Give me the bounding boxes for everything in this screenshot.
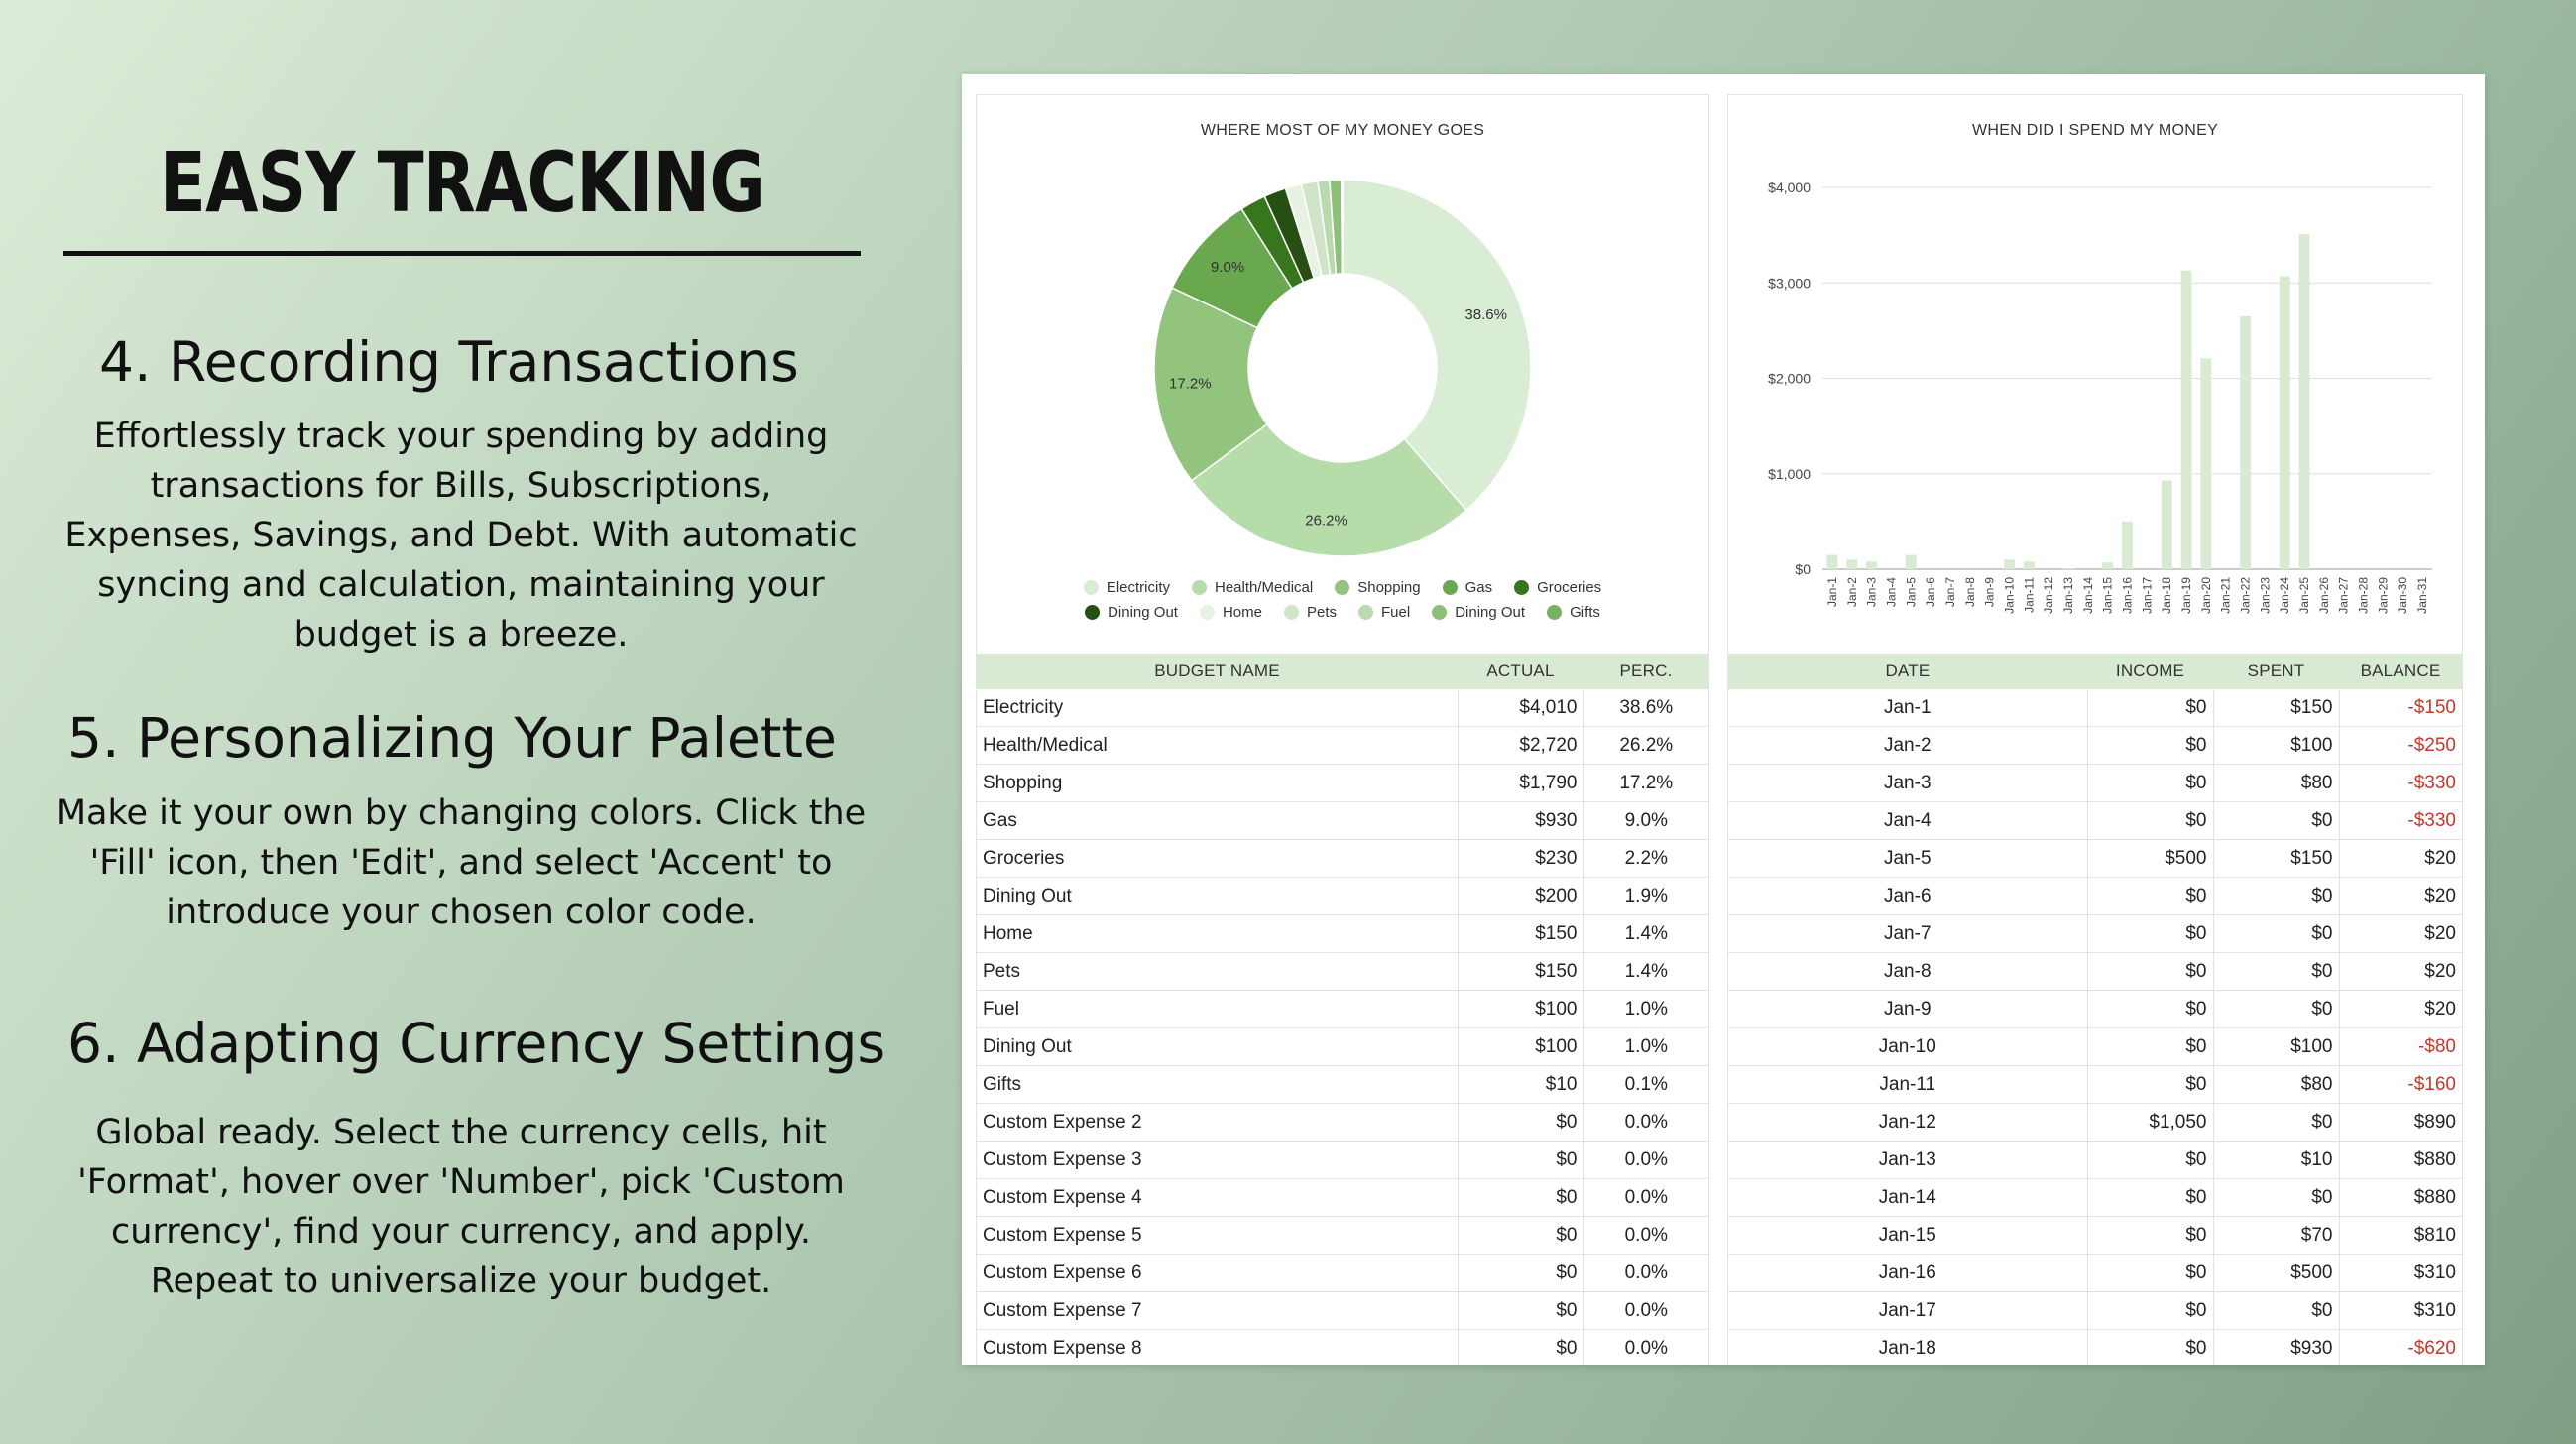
legend-item[interactable] bbox=[1335, 579, 1420, 596]
daily-table-header bbox=[1728, 654, 2462, 689]
date-cell[interactable]: Jan-7 bbox=[1728, 915, 2087, 953]
page-title: EASY TRACKING bbox=[159, 134, 765, 231]
budget-name-cell[interactable]: Custom Expense 8 bbox=[977, 1330, 1458, 1366]
y-tick-label: $3,000 bbox=[1768, 275, 1811, 292]
table-row bbox=[977, 840, 1708, 878]
actual-cell[interactable]: $100 bbox=[1458, 1028, 1583, 1066]
x-tick-label: Jan-13 bbox=[2060, 577, 2075, 614]
bar[interactable] bbox=[2024, 561, 2035, 569]
income-cell[interactable]: $0 bbox=[2087, 727, 2213, 765]
table-row bbox=[1728, 1142, 2462, 1179]
perc-cell[interactable]: 1.4% bbox=[1583, 915, 1708, 953]
legend-label: Groceries bbox=[1537, 579, 1602, 596]
table-row bbox=[1728, 727, 2462, 765]
legend-swatch bbox=[1514, 580, 1529, 595]
actual-cell[interactable]: $4,010 bbox=[1458, 689, 1583, 727]
perc-cell[interactable]: 0.0% bbox=[1583, 1142, 1708, 1179]
perc-cell[interactable]: 2.2% bbox=[1583, 840, 1708, 878]
x-tick-label: Jan-27 bbox=[2336, 577, 2351, 614]
date-cell[interactable]: Jan-2 bbox=[1728, 727, 2087, 765]
income-cell[interactable]: $0 bbox=[2087, 1292, 2213, 1330]
table-row bbox=[977, 689, 1708, 727]
column-header-budget-name[interactable]: BUDGET NAME bbox=[977, 654, 1458, 689]
actual-cell[interactable]: $0 bbox=[1458, 1217, 1583, 1255]
section-body-currency: Global ready. Select the currency cells, hit 'Format', hover over 'Number', pick 'Custom currency', find your currency, and apply. Repeat to universalize your budget. bbox=[77, 1113, 845, 1301]
income-cell[interactable]: $0 bbox=[2087, 878, 2213, 915]
actual-cell[interactable]: $0 bbox=[1458, 1255, 1583, 1292]
legend-item[interactable] bbox=[1085, 604, 1178, 621]
legend-item[interactable] bbox=[1547, 604, 1600, 621]
budget-name-cell[interactable]: Gifts bbox=[977, 1066, 1458, 1104]
table-row bbox=[977, 1066, 1708, 1104]
budget-name-cell[interactable]: Pets bbox=[977, 953, 1458, 991]
section-body-recording: Effortlessly track your spending by adding transactions for Bills, Subscriptions, Expenses, Savings, and Debt. With automatic syncing and calculation, maintaining your budget is a breeze. bbox=[64, 417, 858, 655]
budget-name-cell[interactable]: Custom Expense 2 bbox=[977, 1104, 1458, 1142]
budget-name-cell[interactable]: Custom Expense 5 bbox=[977, 1217, 1458, 1255]
spent-cell[interactable]: $10 bbox=[2213, 1142, 2339, 1179]
budget-name-cell[interactable]: Groceries bbox=[977, 840, 1458, 878]
table-row bbox=[977, 991, 1708, 1028]
column-header-income[interactable]: INCOME bbox=[2087, 654, 2213, 689]
spent-cell[interactable]: $930 bbox=[2213, 1330, 2339, 1366]
x-tick-label: Jan-16 bbox=[2120, 577, 2135, 614]
legend-swatch bbox=[1443, 580, 1458, 595]
budget-name-cell[interactable]: Custom Expense 3 bbox=[977, 1142, 1458, 1179]
balance-cell[interactable]: -$330 bbox=[2339, 802, 2462, 840]
actual-cell[interactable]: $100 bbox=[1458, 991, 1583, 1028]
table-row bbox=[1728, 915, 2462, 953]
bar[interactable] bbox=[1846, 559, 1857, 569]
legend-swatch bbox=[1432, 605, 1447, 620]
perc-cell[interactable]: 0.0% bbox=[1583, 1217, 1708, 1255]
perc-cell[interactable]: 26.2% bbox=[1583, 727, 1708, 765]
spent-cell[interactable]: $80 bbox=[2213, 1066, 2339, 1104]
table-row bbox=[1728, 878, 2462, 915]
legend-label: Dining Out bbox=[1108, 604, 1178, 621]
spent-cell[interactable]: $0 bbox=[2213, 802, 2339, 840]
actual-cell[interactable]: $230 bbox=[1458, 840, 1583, 878]
date-cell[interactable]: Jan-16 bbox=[1728, 1255, 2087, 1292]
actual-cell[interactable]: $200 bbox=[1458, 878, 1583, 915]
balance-cell[interactable]: $880 bbox=[2339, 1142, 2462, 1179]
balance-cell[interactable]: $880 bbox=[2339, 1179, 2462, 1217]
balance-cell[interactable]: -$150 bbox=[2339, 689, 2462, 727]
donut-data-label: 26.2% bbox=[1305, 512, 1347, 530]
spent-cell[interactable]: $150 bbox=[2213, 689, 2339, 727]
budget-panel bbox=[976, 94, 1709, 1365]
budget-name-cell[interactable]: Custom Expense 6 bbox=[977, 1255, 1458, 1292]
spent-cell[interactable]: $0 bbox=[2213, 878, 2339, 915]
perc-cell[interactable]: 0.0% bbox=[1583, 1292, 1708, 1330]
legend-label: Pets bbox=[1306, 604, 1337, 621]
spent-cell[interactable]: $80 bbox=[2213, 765, 2339, 802]
budget-table bbox=[977, 654, 1708, 1365]
donut-chart[interactable] bbox=[977, 95, 1708, 631]
table-row bbox=[977, 1292, 1708, 1330]
section-heading-recording: 4. Recording Transactions bbox=[99, 330, 799, 394]
legend-item[interactable] bbox=[1443, 579, 1493, 596]
bar[interactable] bbox=[2162, 480, 2172, 569]
x-tick-label: Jan-9 bbox=[1982, 577, 1997, 608]
legend-item[interactable] bbox=[1200, 604, 1262, 621]
legend-label: Gifts bbox=[1570, 604, 1600, 621]
bar-chart[interactable] bbox=[1728, 95, 2462, 631]
table-row bbox=[1728, 1330, 2462, 1366]
actual-cell[interactable]: $1,790 bbox=[1458, 765, 1583, 802]
bar[interactable] bbox=[2280, 277, 2290, 569]
legend-label: Gas bbox=[1464, 579, 1493, 596]
date-cell[interactable]: Jan-6 bbox=[1728, 878, 2087, 915]
budget-name-cell[interactable]: Electricity bbox=[977, 689, 1458, 727]
table-row bbox=[977, 765, 1708, 802]
legend-swatch bbox=[1358, 605, 1373, 620]
balance-cell[interactable]: $310 bbox=[2339, 1255, 2462, 1292]
x-tick-label: Jan-31 bbox=[2415, 577, 2430, 614]
actual-cell[interactable]: $930 bbox=[1458, 802, 1583, 840]
balance-cell[interactable]: -$160 bbox=[2339, 1066, 2462, 1104]
actual-cell[interactable]: $150 bbox=[1458, 953, 1583, 991]
income-cell[interactable]: $0 bbox=[2087, 765, 2213, 802]
donut-data-label: 38.6% bbox=[1464, 305, 1507, 323]
table-row bbox=[1728, 1028, 2462, 1066]
legend-label: Home bbox=[1222, 604, 1262, 621]
x-tick-label: Jan-8 bbox=[1962, 577, 1977, 608]
bar[interactable] bbox=[2004, 559, 2015, 569]
x-tick-label: Jan-18 bbox=[2160, 577, 2174, 614]
legend-label: Health/Medical bbox=[1215, 579, 1314, 596]
balance-cell[interactable]: $810 bbox=[2339, 1217, 2462, 1255]
actual-cell[interactable]: $10 bbox=[1458, 1066, 1583, 1104]
spent-cell[interactable]: $0 bbox=[2213, 1292, 2339, 1330]
budget-name-cell[interactable]: Dining Out bbox=[977, 878, 1458, 915]
legend-swatch bbox=[1084, 580, 1099, 595]
income-cell[interactable]: $500 bbox=[2087, 840, 2213, 878]
perc-cell[interactable]: 9.0% bbox=[1583, 802, 1708, 840]
x-tick-label: Jan-26 bbox=[2316, 577, 2331, 614]
bar-chart-title: WHEN DID I SPEND MY MONEY bbox=[1971, 122, 2219, 139]
income-cell[interactable]: $0 bbox=[2087, 915, 2213, 953]
legend-swatch bbox=[1200, 605, 1215, 620]
legend-item[interactable] bbox=[1192, 579, 1313, 596]
perc-cell[interactable]: 0.0% bbox=[1583, 1330, 1708, 1366]
actual-cell[interactable]: $150 bbox=[1458, 915, 1583, 953]
x-tick-label: Jan-24 bbox=[2278, 577, 2292, 614]
budget-name-cell[interactable]: Health/Medical bbox=[977, 727, 1458, 765]
y-tick-label: $1,000 bbox=[1768, 465, 1811, 482]
bar[interactable] bbox=[2122, 522, 2133, 569]
x-tick-label: Jan-25 bbox=[2297, 577, 2312, 614]
budget-name-cell[interactable]: Gas bbox=[977, 802, 1458, 840]
bar[interactable] bbox=[2299, 234, 2310, 569]
legend-swatch bbox=[1335, 580, 1349, 595]
perc-cell[interactable]: 0.0% bbox=[1583, 1255, 1708, 1292]
spent-cell[interactable]: $0 bbox=[2213, 1104, 2339, 1142]
x-tick-label: Jan-3 bbox=[1864, 577, 1879, 608]
date-cell[interactable]: Jan-8 bbox=[1728, 953, 2087, 991]
income-cell[interactable]: $0 bbox=[2087, 1217, 2213, 1255]
actual-cell[interactable]: $0 bbox=[1458, 1292, 1583, 1330]
column-header-balance[interactable]: BALANCE bbox=[2339, 654, 2462, 689]
column-header-actual[interactable]: ACTUAL bbox=[1458, 654, 1583, 689]
section-heading-palette: 5. Personalizing Your Palette bbox=[67, 706, 837, 770]
date-cell[interactable]: Jan-14 bbox=[1728, 1179, 2087, 1217]
balance-cell[interactable]: -$80 bbox=[2339, 1028, 2462, 1066]
spent-cell[interactable]: $150 bbox=[2213, 840, 2339, 878]
balance-cell[interactable]: $310 bbox=[2339, 1292, 2462, 1330]
budget-name-cell[interactable]: Home bbox=[977, 915, 1458, 953]
daily-table bbox=[1728, 654, 2462, 1365]
spent-cell[interactable]: $0 bbox=[2213, 915, 2339, 953]
income-cell[interactable]: $0 bbox=[2087, 1142, 2213, 1179]
income-cell[interactable]: $0 bbox=[2087, 991, 2213, 1028]
income-cell[interactable]: $0 bbox=[2087, 953, 2213, 991]
balance-cell[interactable]: $890 bbox=[2339, 1104, 2462, 1142]
table-row bbox=[1728, 1104, 2462, 1142]
table-row bbox=[1728, 1292, 2462, 1330]
legend-swatch bbox=[1085, 605, 1100, 620]
section-body-palette: Make it your own by changing colors. Click the 'Fill' icon, then 'Edit', and select 'Accent' to introduce your chosen color code. bbox=[56, 793, 867, 932]
balance-cell[interactable]: $20 bbox=[2339, 991, 2462, 1028]
x-tick-label: Jan-20 bbox=[2198, 577, 2213, 614]
balance-cell[interactable]: $20 bbox=[2339, 840, 2462, 878]
budget-table-header bbox=[977, 654, 1708, 689]
actual-cell[interactable]: $0 bbox=[1458, 1330, 1583, 1366]
x-tick-label: Jan-6 bbox=[1924, 577, 1938, 608]
table-row bbox=[1728, 1066, 2462, 1104]
section-heading-currency: 6. Adapting Currency Settings bbox=[67, 1012, 886, 1075]
bar[interactable] bbox=[1826, 555, 1837, 569]
table-row bbox=[1728, 765, 2462, 802]
donut-slice[interactable] bbox=[1342, 180, 1343, 274]
date-cell[interactable]: Jan-1 bbox=[1728, 689, 2087, 727]
y-tick-label: $4,000 bbox=[1768, 180, 1811, 195]
perc-cell[interactable]: 38.6% bbox=[1583, 689, 1708, 727]
x-tick-label: Jan-1 bbox=[1824, 577, 1839, 608]
x-tick-label: Jan-22 bbox=[2238, 577, 2253, 614]
date-cell[interactable]: Jan-4 bbox=[1728, 802, 2087, 840]
income-cell[interactable]: $0 bbox=[2087, 1028, 2213, 1066]
perc-cell[interactable]: 1.4% bbox=[1583, 953, 1708, 991]
balance-cell[interactable]: -$620 bbox=[2339, 1330, 2462, 1366]
legend-label: Electricity bbox=[1106, 579, 1170, 596]
table-row bbox=[977, 802, 1708, 840]
income-cell[interactable]: $0 bbox=[2087, 1330, 2213, 1366]
table-row bbox=[1728, 1179, 2462, 1217]
spent-cell[interactable]: $500 bbox=[2213, 1255, 2339, 1292]
actual-cell[interactable]: $0 bbox=[1458, 1104, 1583, 1142]
table-row bbox=[977, 1330, 1708, 1366]
actual-cell[interactable]: $0 bbox=[1458, 1179, 1583, 1217]
income-cell[interactable]: $0 bbox=[2087, 1066, 2213, 1104]
bar[interactable] bbox=[2063, 568, 2074, 569]
y-tick-label: $2,000 bbox=[1768, 370, 1811, 387]
x-tick-label: Jan-11 bbox=[2022, 577, 2037, 613]
spent-cell[interactable]: $0 bbox=[2213, 991, 2339, 1028]
income-cell[interactable]: $1,050 bbox=[2087, 1104, 2213, 1142]
legend-item[interactable] bbox=[1084, 579, 1170, 596]
x-tick-label: Jan-14 bbox=[2080, 577, 2095, 614]
budget-name-cell[interactable]: Custom Expense 7 bbox=[977, 1292, 1458, 1330]
table-row bbox=[977, 953, 1708, 991]
date-cell[interactable]: Jan-15 bbox=[1728, 1217, 2087, 1255]
date-cell[interactable]: Jan-17 bbox=[1728, 1292, 2087, 1330]
table-row bbox=[977, 1255, 1708, 1292]
perc-cell[interactable]: 1.0% bbox=[1583, 991, 1708, 1028]
date-cell[interactable]: Jan-18 bbox=[1728, 1330, 2087, 1366]
donut-data-label: 17.2% bbox=[1169, 375, 1212, 393]
table-row bbox=[977, 1028, 1708, 1066]
legend-label: Shopping bbox=[1357, 579, 1421, 596]
income-cell[interactable]: $0 bbox=[2087, 802, 2213, 840]
spent-cell[interactable]: $0 bbox=[2213, 953, 2339, 991]
date-cell[interactable]: Jan-13 bbox=[1728, 1142, 2087, 1179]
budget-name-cell[interactable]: Dining Out bbox=[977, 1028, 1458, 1066]
table-row bbox=[977, 878, 1708, 915]
column-header-spent[interactable]: SPENT bbox=[2213, 654, 2339, 689]
instructions-panel bbox=[0, 0, 932, 1444]
perc-cell[interactable]: 1.0% bbox=[1583, 1028, 1708, 1066]
date-cell[interactable]: Jan-10 bbox=[1728, 1028, 2087, 1066]
x-tick-label: Jan-10 bbox=[2002, 577, 2017, 614]
date-cell[interactable]: Jan-9 bbox=[1728, 991, 2087, 1028]
x-tick-label: Jan-17 bbox=[2140, 577, 2155, 614]
budget-name-cell[interactable]: Shopping bbox=[977, 765, 1458, 802]
balance-cell[interactable]: $20 bbox=[2339, 915, 2462, 953]
table-row bbox=[977, 1142, 1708, 1179]
bar[interactable] bbox=[2102, 562, 2113, 569]
x-tick-label: Jan-5 bbox=[1904, 577, 1919, 608]
bar[interactable] bbox=[2240, 316, 2251, 569]
table-row bbox=[1728, 689, 2462, 727]
donut-data-label: 9.0% bbox=[1211, 258, 1245, 276]
daily-spending-panel bbox=[1727, 94, 2463, 1365]
table-row bbox=[1728, 840, 2462, 878]
column-header-date[interactable]: DATE bbox=[1728, 654, 2087, 689]
legend-swatch bbox=[1547, 605, 1562, 620]
table-row bbox=[1728, 1217, 2462, 1255]
y-tick-label: $0 bbox=[1795, 561, 1811, 577]
spreadsheet-preview bbox=[962, 74, 2485, 1365]
income-cell[interactable]: $0 bbox=[2087, 1255, 2213, 1292]
perc-cell[interactable]: 1.9% bbox=[1583, 878, 1708, 915]
x-tick-label: Jan-28 bbox=[2356, 577, 2371, 614]
x-tick-label: Jan-2 bbox=[1844, 577, 1859, 608]
table-row bbox=[1728, 802, 2462, 840]
x-tick-label: Jan-15 bbox=[2100, 577, 2115, 614]
legend-swatch bbox=[1284, 605, 1299, 620]
budget-name-cell[interactable]: Fuel bbox=[977, 991, 1458, 1028]
spent-cell[interactable]: $100 bbox=[2213, 727, 2339, 765]
table-row bbox=[977, 1179, 1708, 1217]
table-row bbox=[977, 1217, 1708, 1255]
spent-cell[interactable]: $70 bbox=[2213, 1217, 2339, 1255]
bar[interactable] bbox=[2200, 358, 2211, 569]
balance-cell[interactable]: $20 bbox=[2339, 953, 2462, 991]
x-tick-label: Jan-19 bbox=[2179, 577, 2194, 614]
legend-swatch bbox=[1192, 580, 1207, 595]
table-row bbox=[1728, 1255, 2462, 1292]
table-row bbox=[1728, 953, 2462, 991]
bar[interactable] bbox=[1866, 561, 1877, 569]
legend-label: Dining Out bbox=[1455, 604, 1526, 621]
income-cell[interactable]: $0 bbox=[2087, 1179, 2213, 1217]
budget-name-cell[interactable]: Custom Expense 4 bbox=[977, 1179, 1458, 1217]
title-underline bbox=[63, 251, 861, 256]
x-tick-label: Jan-12 bbox=[2042, 577, 2056, 614]
legend-item[interactable] bbox=[1432, 604, 1525, 621]
bar[interactable] bbox=[1906, 555, 1917, 569]
bar[interactable] bbox=[2181, 271, 2192, 569]
actual-cell[interactable]: $0 bbox=[1458, 1142, 1583, 1179]
table-row bbox=[977, 1104, 1708, 1142]
x-tick-label: Jan-30 bbox=[2396, 577, 2410, 614]
perc-cell[interactable]: 0.1% bbox=[1583, 1066, 1708, 1104]
balance-cell[interactable]: -$250 bbox=[2339, 727, 2462, 765]
x-tick-label: Jan-21 bbox=[2218, 577, 2233, 614]
date-cell[interactable]: Jan-11 bbox=[1728, 1066, 2087, 1104]
table-row bbox=[977, 727, 1708, 765]
donut-chart-title: WHERE MOST OF MY MONEY GOES bbox=[1200, 122, 1485, 139]
perc-cell[interactable]: 0.0% bbox=[1583, 1179, 1708, 1217]
perc-cell[interactable]: 0.0% bbox=[1583, 1104, 1708, 1142]
table-row bbox=[1728, 991, 2462, 1028]
actual-cell[interactable]: $2,720 bbox=[1458, 727, 1583, 765]
date-cell[interactable]: Jan-5 bbox=[1728, 840, 2087, 878]
legend-item[interactable] bbox=[1514, 579, 1601, 596]
x-tick-label: Jan-29 bbox=[2376, 577, 2391, 614]
legend-label: Fuel bbox=[1381, 604, 1411, 621]
income-cell[interactable]: $0 bbox=[2087, 689, 2213, 727]
column-header-perc[interactable]: PERC. bbox=[1583, 654, 1708, 689]
legend-item[interactable] bbox=[1284, 604, 1337, 621]
table-row bbox=[977, 915, 1708, 953]
x-tick-label: Jan-23 bbox=[2258, 577, 2273, 614]
x-tick-label: Jan-7 bbox=[1942, 577, 1957, 608]
date-cell[interactable]: Jan-12 bbox=[1728, 1104, 2087, 1142]
balance-cell[interactable]: $20 bbox=[2339, 878, 2462, 915]
date-cell[interactable]: Jan-3 bbox=[1728, 765, 2087, 802]
perc-cell[interactable]: 17.2% bbox=[1583, 765, 1708, 802]
x-tick-label: Jan-4 bbox=[1884, 577, 1899, 608]
spent-cell[interactable]: $100 bbox=[2213, 1028, 2339, 1066]
spent-cell[interactable]: $0 bbox=[2213, 1179, 2339, 1217]
legend-item[interactable] bbox=[1358, 604, 1410, 621]
balance-cell[interactable]: -$330 bbox=[2339, 765, 2462, 802]
